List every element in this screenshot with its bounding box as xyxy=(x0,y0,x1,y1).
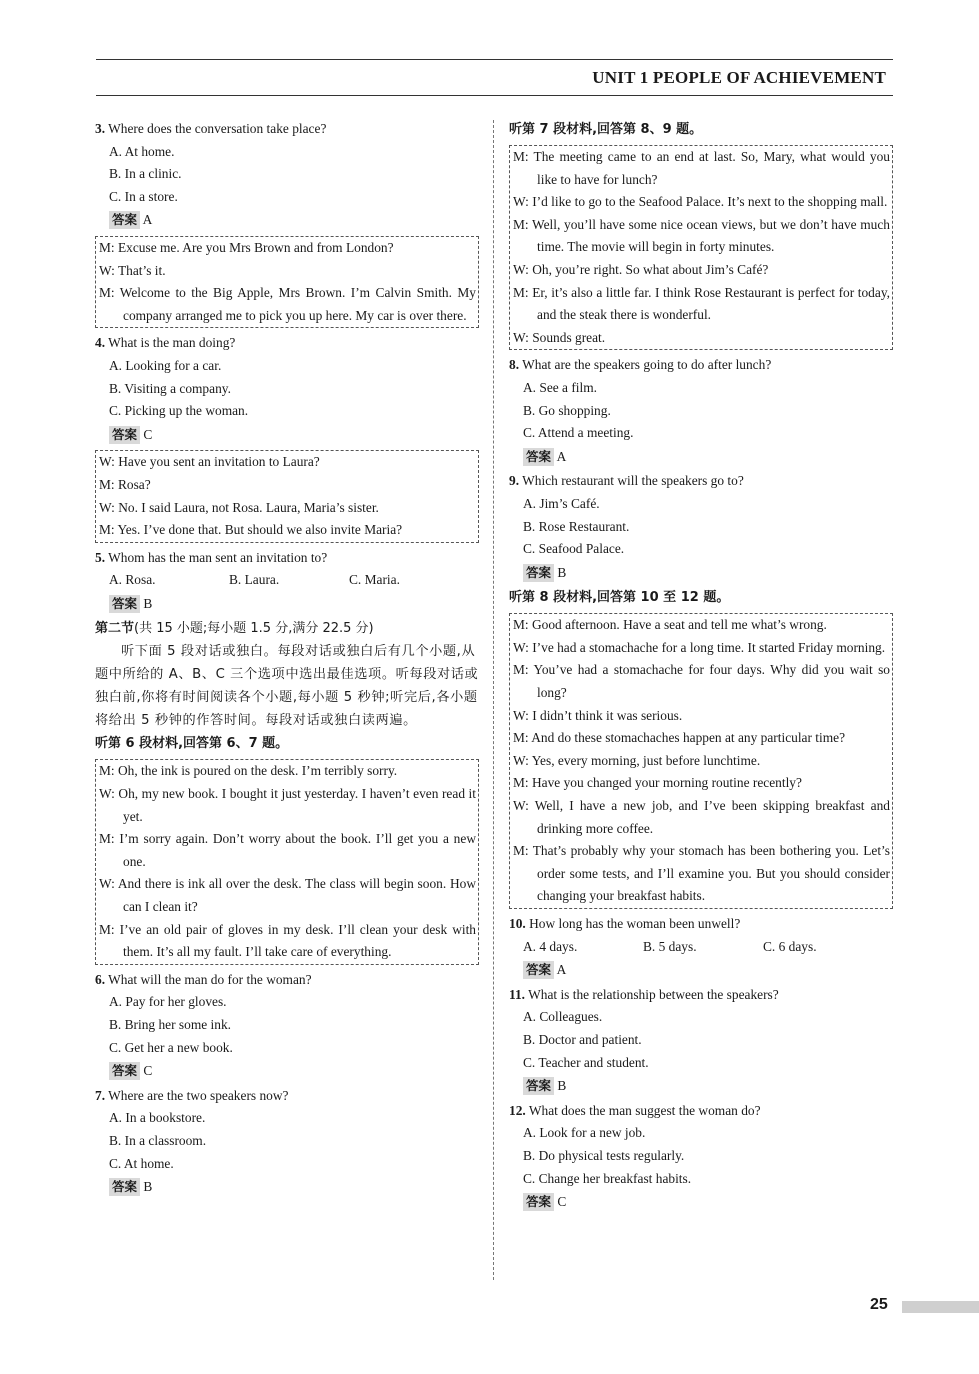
option: A. See a film. xyxy=(523,379,598,395)
option: B. Rose Restaurant. xyxy=(523,518,630,534)
option: C. In a store. xyxy=(109,188,178,204)
dialogue-line: M: You’ve had a stomachache for four days. Why did you wait so long? xyxy=(513,662,890,701)
material-8-heading: 听第 8 段材料,回答第 10 至 12 题。 xyxy=(509,590,730,606)
answer-label: 答案 xyxy=(109,426,140,444)
option: B. Doctor and patient. xyxy=(523,1031,642,1047)
question-5: 5. Whom has the man sent an invitation to? xyxy=(95,549,328,565)
dialogue-line: M: Have you changed your morning routine recently? xyxy=(513,775,802,791)
dialogue-line: W: That’s it. xyxy=(99,262,166,278)
option: A. Jim’s Café. xyxy=(523,495,600,511)
option: A. Looking for a car. xyxy=(109,357,222,373)
dialogue-line: W: I’ve had a stomachache for a long time. It started Friday morning. xyxy=(513,639,886,655)
dialogue-line: W: I’d like to go to the Seafood Palace. It’s next to the shopping mall. xyxy=(513,194,888,210)
question-10: 10. How long has the woman been unwell? xyxy=(509,916,741,931)
dialogue-line: M: Welcome to the Big Apple, Mrs Brown. I’m Calvin Smith. My company arranged me to pick you up here. My car is over there. xyxy=(99,285,476,323)
dialogue-line: M: I’m sorry again. Don’t worry about the book. I’ll get you a new one. xyxy=(99,831,476,869)
question-4: 4. What is the man doing? xyxy=(95,335,236,351)
option: C. Change her breakfast habits. xyxy=(523,1170,692,1186)
answer-6: 答案 C xyxy=(109,1060,479,1083)
material-7-heading: 听第 7 段材料,回答第 8、9 题。 xyxy=(509,122,703,137)
dialogue-box-4 xyxy=(95,236,479,328)
option: B. In a classroom. xyxy=(109,1132,207,1148)
left-column xyxy=(95,118,479,1201)
answer-label: 答案 xyxy=(523,1193,554,1211)
answer-label: 答案 xyxy=(523,961,554,979)
answer-label: 答案 xyxy=(523,564,554,582)
option: A. 4 days. xyxy=(523,938,578,954)
unit-header: UNIT 1 PEOPLE OF ACHIEVEMENT xyxy=(592,68,886,87)
dialogue-box-7 xyxy=(509,145,893,350)
dialogue-line: M: I’ve an old pair of gloves in my desk. I’ll clean your desk with them. It’s all my fault. I’ll take care of everything. xyxy=(99,921,476,960)
page-number-bar xyxy=(902,1301,979,1313)
answer-5: 答案 B xyxy=(109,593,479,616)
option: A. Colleagues. xyxy=(523,1009,603,1025)
options-row xyxy=(523,936,893,959)
dialogue-line: W: I didn’t think it was serious. xyxy=(513,707,683,723)
option: C. Get her a new book. xyxy=(109,1039,233,1055)
question-12: 12. What does the man suggest the woman do? xyxy=(509,1102,761,1118)
option: C. At home. xyxy=(109,1155,174,1171)
option: A. In a bookstore. xyxy=(109,1110,206,1126)
answer-label: 答案 xyxy=(109,595,140,613)
material-6-heading: 听第 6 段材料,回答第 6、7 题。 xyxy=(95,736,289,752)
answer-10: 答案 A xyxy=(523,959,893,982)
option: B. Bring her some ink. xyxy=(109,1017,231,1032)
option: B. Visiting a company. xyxy=(109,380,231,396)
option: A. Look for a new job. xyxy=(523,1125,646,1141)
option: C. Attend a meeting. xyxy=(523,425,634,441)
dialogue-line: M: Well, you’ll have some nice ocean views, but we don’t have much time. The movie will begin in forty minutes. xyxy=(513,216,890,255)
answer-label: 答案 xyxy=(109,1062,140,1080)
page-number: 25 xyxy=(870,1296,888,1313)
dialogue-line: W: Yes, every morning, just before lunchtime. xyxy=(513,752,761,768)
option: B. Go shopping. xyxy=(523,402,611,418)
option: C. Teacher and student. xyxy=(523,1054,649,1070)
dialogue-line: W: Oh, you’re right. So what about Jim’s Café? xyxy=(513,261,769,277)
option: B. Do physical tests regularly. xyxy=(523,1147,685,1163)
question-7: 7. Where are the two speakers now? xyxy=(95,1087,289,1103)
answer-label: 答案 xyxy=(523,1077,554,1095)
answer-label: 答案 xyxy=(109,211,140,229)
instructions: 听下面 5 段对话或独白。每段对话或独白后有几个小题,从题中所给的 A、B、C 三个选项中选出最佳选项。听每段对话或独白前,你将有时间阅读各个小题,每小题 5 秒钟;听完后,各小题将给出 5 秒钟的作答时间。每段对话或独白读两遍。 xyxy=(95,644,479,729)
option: B. Laura. xyxy=(229,572,280,588)
dialogue-line: W: Sounds great. xyxy=(513,329,606,345)
answer-label: 答案 xyxy=(109,1178,140,1196)
header-rule xyxy=(96,95,893,96)
section-heading: 第二节(共 15 小题;每小题 1.5 分,满分 22.5 分) xyxy=(95,621,374,637)
dialogue-line: M: Good afternoon. Have a seat and tell me what’s wrong. xyxy=(513,617,827,633)
dialogue-line: M: And do these stomachaches happen at any particular time? xyxy=(513,730,846,746)
option: C. Picking up the woman. xyxy=(109,403,249,419)
answer-8: 答案 A xyxy=(523,446,893,469)
right-column xyxy=(509,118,893,1216)
dialogue-line: M: Oh, the ink is poured on the desk. I’m terribly sorry. xyxy=(99,763,398,779)
dialogue-line: W: Have you sent an invitation to Laura? xyxy=(99,454,320,470)
answer-3: 答案 A xyxy=(109,209,479,232)
option: A. Rosa. xyxy=(109,572,156,588)
answer-4: 答案 C xyxy=(109,424,479,447)
option: C. Maria. xyxy=(349,572,400,588)
dialogue-line: M: Rosa? xyxy=(99,476,151,492)
option: B. 5 days. xyxy=(643,938,697,954)
question-3: 3. Where does the conversation take place? xyxy=(95,121,327,136)
dialogue-line: M: Excuse me. Are you Mrs Brown and from London? xyxy=(99,239,394,255)
option: A. At home. xyxy=(109,143,175,159)
top-rule xyxy=(96,59,893,60)
dialogue-line: W: And there is ink all over the desk. The class will begin soon. How can I clean it? xyxy=(99,876,476,915)
options-row xyxy=(109,569,479,592)
question-11: 11. What is the relationship between the speakers? xyxy=(509,986,779,1002)
dialogue-line: W: Well, I have a new job, and I’ve been skipping breakfast and drinking more coffee. xyxy=(513,798,890,836)
dialogue-line: W: No. I said Laura, not Rosa. Laura, Maria’s sister. xyxy=(99,499,379,515)
column-divider xyxy=(493,120,494,1280)
dialogue-line: M: The meeting came to an end at last. So, Mary, what would you like to have for lunch? xyxy=(513,149,890,187)
question-6: 6. What will the man do for the woman? xyxy=(95,971,312,987)
answer-11: 答案 B xyxy=(523,1075,893,1098)
answer-9: 答案 B xyxy=(523,562,893,585)
dialogue-line: M: Er, it’s also a little far. I think Rose Restaurant is perfect for today, and the steak there is wonderful. xyxy=(513,284,890,323)
answer-label: 答案 xyxy=(523,448,554,466)
dialogue-box-5 xyxy=(95,450,479,542)
dialogue-line: M: That’s probably why your stomach has been bothering you. Let’s order some tests, and I’ll examine you. But you should consider changing your breakfast habits. xyxy=(513,843,890,904)
question-8: 8. What are the speakers going to do after lunch? xyxy=(509,357,772,373)
dialogue-box-6 xyxy=(95,759,479,964)
option: C. 6 days. xyxy=(763,938,817,954)
option: B. In a clinic. xyxy=(109,166,182,182)
dialogue-box-8 xyxy=(509,613,893,909)
question-9: 9. Which restaurant will the speakers go to? xyxy=(509,473,744,489)
dialogue-line: M: Yes. I’ve done that. But should we also invite Maria? xyxy=(99,522,403,538)
dialogue-line: W: Oh, my new book. I bought it just yesterday. I haven’t even read it yet. xyxy=(99,786,476,824)
answer-12: 答案 C xyxy=(523,1191,893,1214)
option: C. Seafood Palace. xyxy=(523,541,625,557)
option: A. Pay for her gloves. xyxy=(109,994,227,1010)
answer-7: 答案 B xyxy=(109,1176,479,1199)
